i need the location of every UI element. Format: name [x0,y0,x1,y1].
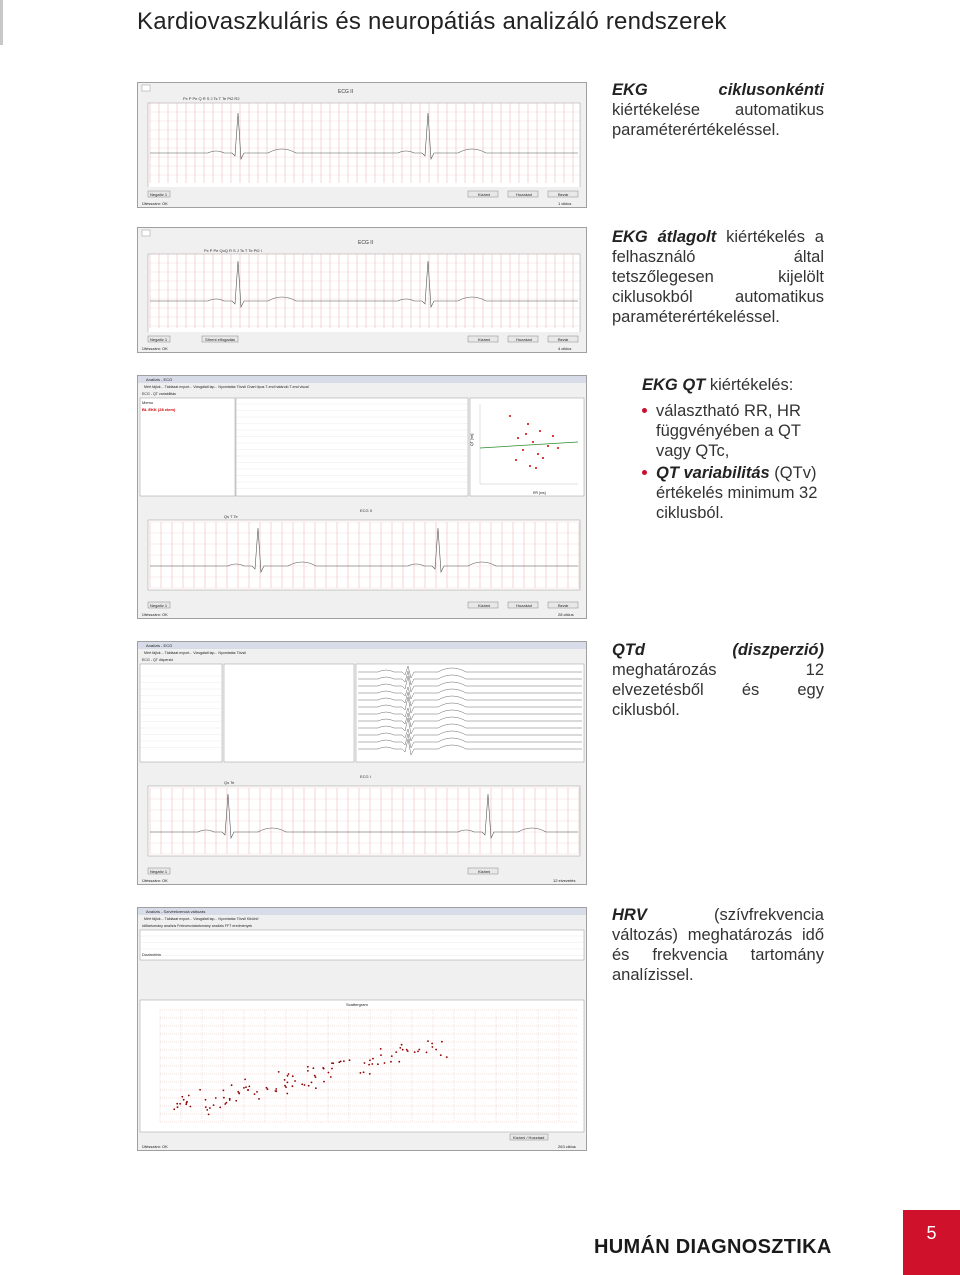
status-text: Ütésszám: OK [142,878,168,883]
marker-labels: Qs T Te [224,514,238,519]
qt-feature-list [642,401,827,523]
svg-text:Kizárni: Kizárni [478,192,491,197]
menu-bar[interactable]: Mért fájlok... Táblázat export... Vizsgálati lap... Nyomtatás Tövsll [144,651,246,655]
status-text: Ütésszám: OK [142,612,168,617]
hrv-tabs[interactable]: Időtartomány analízis Frekvenciatartomány analízis FFT eredmények [142,924,253,928]
svg-text:Negatív 1: Negatív 1 [150,603,168,608]
window-title: Analízis - ECG [146,377,173,382]
status-count: 1 ciklus [558,201,572,206]
status-count: 28 ciklus [558,612,574,617]
menu-bar[interactable]: Mért fájlok... Táblázat export... Vizsgálati lap... Nyomtatás Tövsll Kikülni! [144,917,259,921]
lead-overlay [356,664,584,762]
lead-label: ECG II [360,508,373,513]
status-count: 4 ciklus [558,346,572,351]
status-text: Ütésszám: OK [142,1144,168,1149]
marker-labels: Qs Te [224,780,235,785]
ekg-qt-screenshot [137,375,587,619]
svg-text:Hozzáad: Hozzáad [516,603,532,608]
ekg-average-view [138,228,587,353]
ekg-average-screenshot [137,227,587,353]
ekg-qt-view [138,376,587,619]
tab-qt-dispersion[interactable]: ECG - QT disperzió [142,658,174,662]
page-number: 5 [903,1210,960,1275]
svg-text:Kizárni / Hozzáad: Kizárni / Hozzáad [513,1135,545,1140]
window-title: Analízis - Szívfrekvencia változás [146,909,206,914]
scattergram-title: Scattergram [346,1002,368,1007]
svg-text:Bezár: Bezár [558,192,569,197]
svg-text:Memo: Memo [142,400,154,405]
svg-text:Negatív 1: Negatív 1 [150,192,168,197]
ekg-cycle-screenshot [137,82,587,208]
lead-table [140,664,222,762]
svg-text:Hozzáad: Hozzáad [516,337,532,342]
qt-feature-item: QT variabilitás (QTv) értékelés minimum 32 ciklusból. [642,463,827,523]
svg-text:QT [ms]: QT [ms] [470,433,474,446]
qtd-view [138,642,587,885]
svg-text:BL EKK (28 elem): BL EKK (28 elem) [142,407,176,412]
status-count: 263 ciklus [558,1144,576,1149]
svg-text:RR [ms]: RR [ms] [533,491,546,495]
menu-bar[interactable]: Mért fájlok... Táblázat export... Vizsgálati lap... Nyomtatás Tövsll Chart típus T-end határoló T-end viszal [144,385,309,389]
svg-text:Kizárni: Kizárni [478,603,491,608]
status-count: 12 elvezetés [553,878,576,883]
page-edge-line [0,0,3,45]
svg-text:Sőreni elfogadás: Sőreni elfogadás [205,337,236,342]
qt-feature-item: választható RR, HR függvényében a QT vagy QTc, [642,401,827,461]
hrv-view [138,908,587,1151]
marker-labels: Px P Pe QoQ R S J Ts T Te Pt2 I [204,248,262,253]
page-title: Kardiovaszkuláris és neuropátiás analizáló rendszerek [137,8,727,35]
footer-brand: HUMÁN DIAGNOSZTIKA [594,1236,832,1258]
caption-ekg-average: EKG átlagolt kiértékelés a felhasználó által tetszőlegesen kijelölt ciklusokból automatikus paraméterértékeléssel. [612,228,824,326]
svg-text:Kizárni: Kizárni [478,869,491,874]
marker-labels: Px P Pe Q R S J Ts T Te Pt2 R2 [183,96,240,101]
window-title: Analízis - ECG [146,643,173,648]
qt-scatter-plot [470,398,584,496]
lead-label: ECG I [360,774,371,779]
lead-label: ECG II [338,89,354,95]
ekg-cycle-view [138,83,587,208]
lead-label: ECG II [358,240,374,246]
status-text: Ütésszám: OK [142,201,168,206]
caption-ekg-qt: EKG QT kiértékelés: választható RR, HR függvényében a QT vagy QTc, QT variabilitás (QTv) értékelés minimum 32 ciklusból. [642,375,827,525]
caption-hrv: HRV (szívfrekvencia változás) meghatározás idő és frekvencia tartomány analízissel. [612,906,824,984]
svg-text:Bezár: Bezár [558,603,569,608]
hrv-screenshot [137,907,587,1151]
caption-ekg-cycle: EKG ciklusonkénti kiértékelése automatikus paraméterértékeléssel. [612,81,824,139]
qtd-screenshot [137,641,587,885]
status-text: Ütésszám: OK [142,346,168,351]
svg-text:Dozimétrin: Dozimétrin [142,952,162,957]
svg-text:Hozzáad: Hozzáad [516,192,532,197]
tab-qt-variability[interactable]: ECG - QT variabilitás [142,392,176,396]
svg-text:Negatív 1: Negatív 1 [150,869,168,874]
svg-text:Kizárni: Kizárni [478,337,491,342]
svg-text:Bezár: Bezár [558,337,569,342]
caption-qtd: QTd (diszperzió) meghatározás 12 elvezetésből és egy ciklusból. [612,641,824,719]
svg-text:Negatív 1: Negatív 1 [150,337,168,342]
qt-table [236,398,468,496]
